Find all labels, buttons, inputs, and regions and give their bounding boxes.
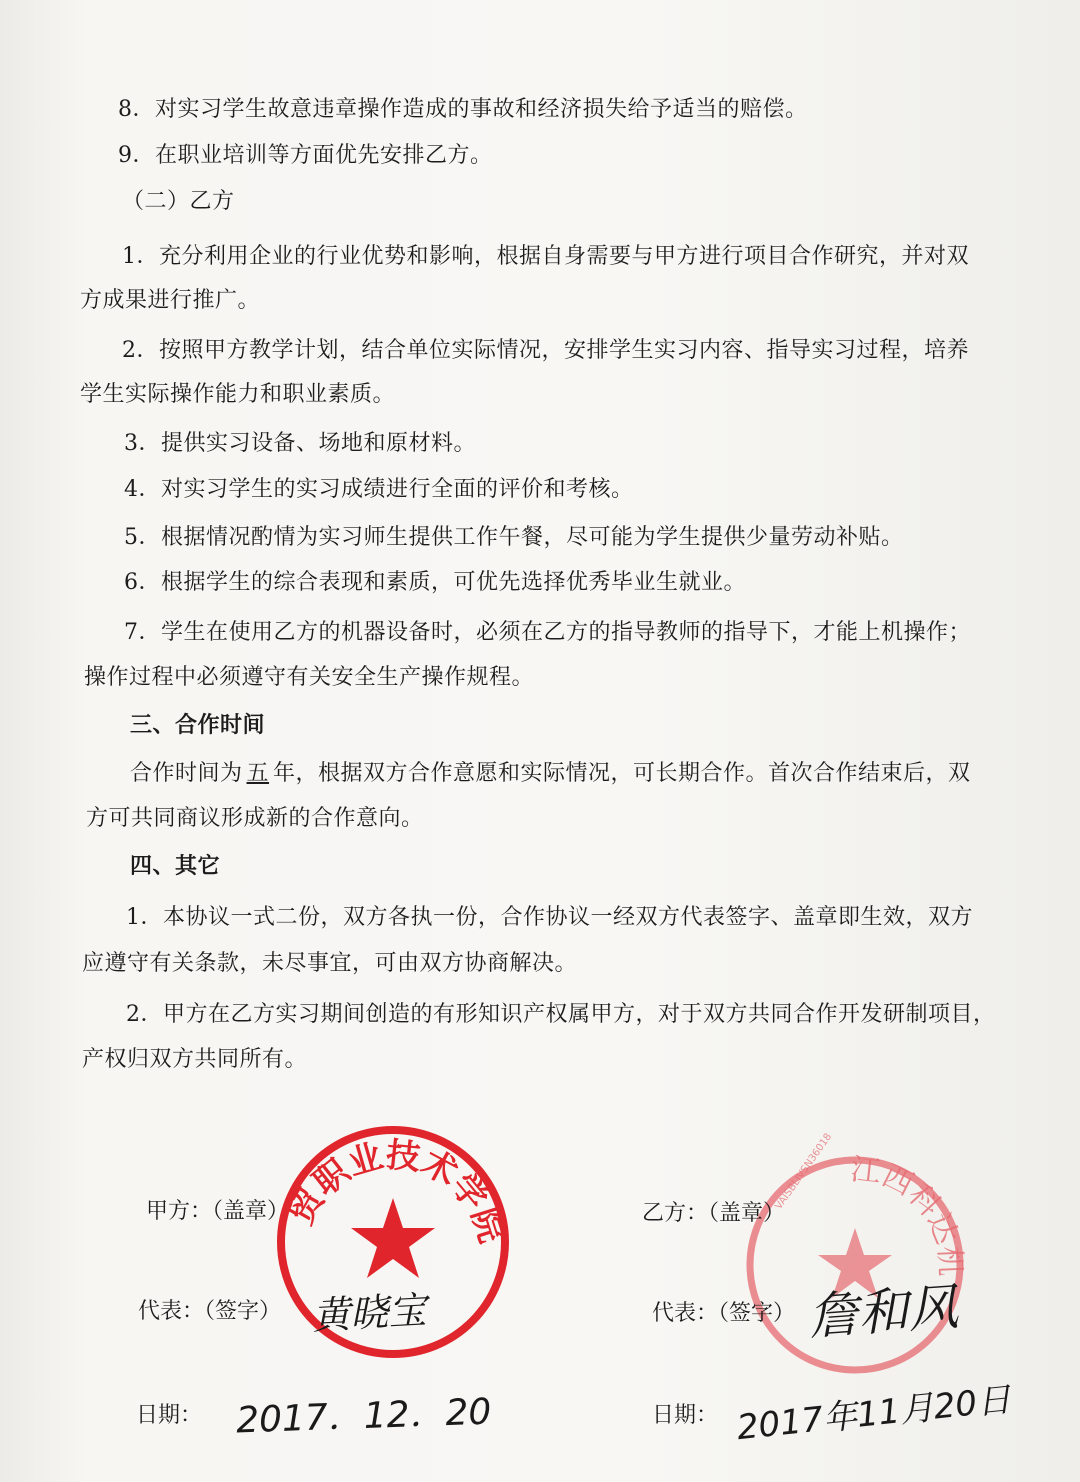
cooperation-time-prefix: 合作时间为 — [130, 761, 243, 786]
obligation-b-5: 5．根据情况酌情为实习师生提供工作午餐，尽可能为学生提供少量劳动补贴。 — [124, 525, 904, 550]
party-a-date-label: 日期： — [136, 1403, 203, 1428]
obligation-b-3: 3．提供实习设备、场地和原材料。 — [124, 431, 476, 456]
section-other-heading: 四、其它 — [130, 853, 221, 879]
obligation-b-7-line2: 操作过程中必须遵守有关安全生产操作规程。 — [84, 665, 535, 690]
obligation-a-9: 9．在职业培训等方面优先安排乙方。 — [118, 143, 493, 168]
party-a-seal-label: 甲方：（盖章） — [146, 1199, 290, 1224]
cooperation-time-suffix: 年，根据双方合作意愿和实际情况，可长期合作。首次合作结束后，双 — [273, 761, 971, 786]
other-2-line2: 产权归双方共同所有。 — [82, 1047, 308, 1072]
other-2-line1: 2．甲方在乙方实习期间创造的有形知识产权属甲方，对于双方共同合作开发研制项目， — [126, 1002, 996, 1027]
section-party-b-heading: （二）乙方 — [122, 189, 235, 214]
obligation-b-4: 4．对实习学生的实习成绩进行全面的评价和考核。 — [124, 477, 634, 502]
other-1-line1: 1．本协议一式二份，双方各执一份，合作协议一经双方代表签字、盖章即生效，双方 — [126, 905, 973, 930]
party-a-signature: 黄晓宝 — [311, 1288, 428, 1338]
party-a-seal-text: 贸职业技术学院 — [281, 1135, 512, 1248]
cooperation-years: 五 — [246, 761, 270, 786]
obligation-b-7-line1: 7．学生在使用乙方的机器设备时，必须在乙方的指导教师的指导下，才能上机操作； — [124, 620, 971, 645]
obligation-b-1-line2: 方成果进行推广。 — [80, 288, 261, 313]
other-1-line2: 应遵守有关条款，未尽事宜，可由双方协商解决。 — [82, 951, 578, 976]
obligation-b-6: 6．根据学生的综合表现和素质，可优先选择优秀毕业生就业。 — [124, 570, 746, 595]
party-b-rep-label: 代表：（签字） — [652, 1301, 796, 1326]
obligation-a-8: 8．对实习学生故意违章操作造成的事故和经济损失给予适当的赔偿。 — [118, 97, 808, 122]
party-b-date: 2017年11月20日 — [735, 1379, 1013, 1449]
party-b-seal-label: 乙方：（盖章） — [642, 1201, 786, 1226]
obligation-b-2-line1: 2．按照甲方教学计划，结合单位实际情况，安排学生实习内容、指导实习过程，培养 — [122, 338, 969, 363]
party-b-seal-code: VAISBLIVSN36018 — [773, 1131, 835, 1212]
obligation-b-1-line1: 1．充分利用企业的行业优势和影响，根据自身需要与甲方进行项目合作研究，并对双 — [122, 244, 969, 269]
cooperation-time-line2: 方可共同商议形成新的合作意向。 — [86, 806, 424, 831]
cooperation-time-line1 — [130, 760, 971, 788]
obligation-b-2-line2: 学生实际操作能力和职业素质。 — [80, 382, 396, 407]
party-a-date: 2017．12．20 — [235, 1391, 492, 1442]
party-b-signature: 詹和风 — [806, 1277, 961, 1347]
party-a-rep-label: 代表：（签字） — [138, 1299, 282, 1324]
party-b-date-label: 日期： — [652, 1403, 719, 1428]
section-cooperation-time-heading: 三、合作时间 — [130, 712, 266, 738]
party-b-seal-text: 江西科达机 — [848, 1152, 968, 1277]
